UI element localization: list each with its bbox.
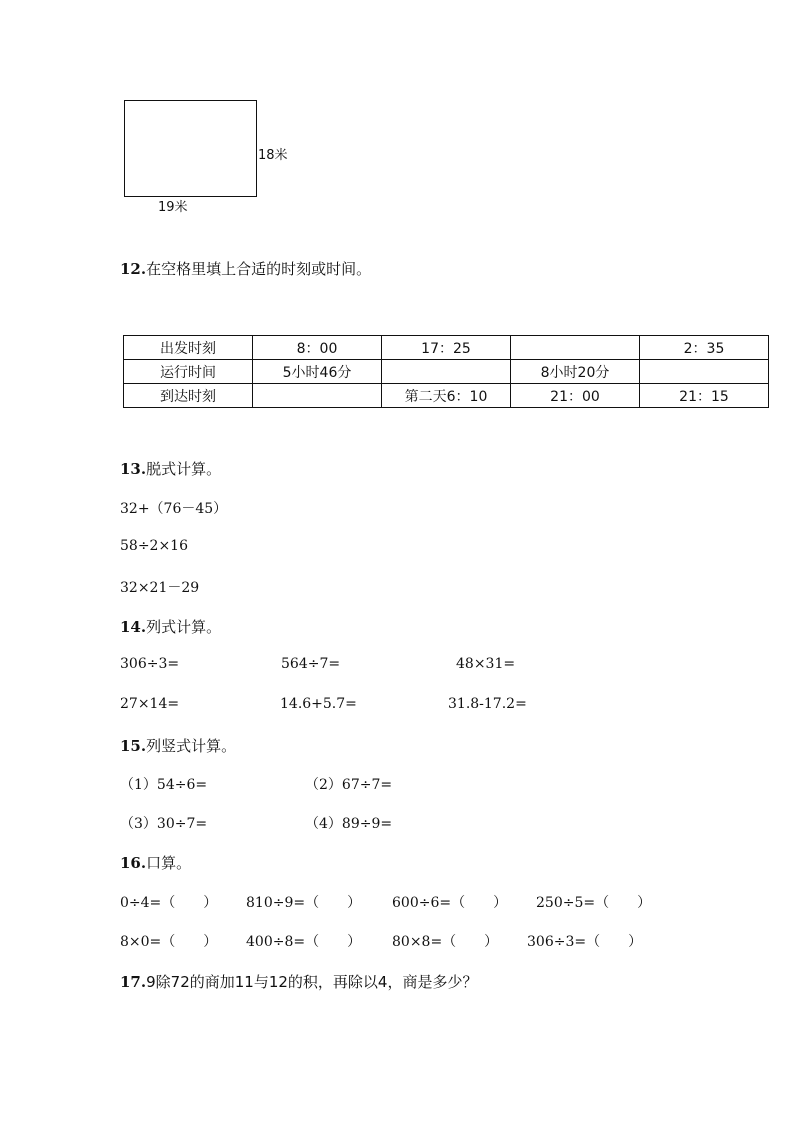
table-cell: 5小时46分 xyxy=(253,360,382,384)
time-table xyxy=(123,335,769,408)
expression-item: （2）67÷7= xyxy=(305,777,393,793)
expression-item: 306÷3= xyxy=(120,656,180,672)
question-16-title xyxy=(120,852,191,873)
question-number: 13. xyxy=(120,460,147,478)
table-cell-blank[interactable] xyxy=(382,360,511,384)
height-label: 18米 xyxy=(258,148,288,163)
expression-item: 31.8-17.2= xyxy=(448,696,527,712)
expression-item: 8×0=（ ） xyxy=(120,934,218,950)
expression-item: 564÷7= xyxy=(281,656,341,672)
question-text: 口算。 xyxy=(146,854,192,872)
question-number: 14. xyxy=(120,618,147,636)
table-cell: 运行时间 xyxy=(124,360,253,384)
expression-item: 32×21－29 xyxy=(120,580,200,596)
expression-item: 600÷6=（ ） xyxy=(392,895,508,911)
question-text: 列竖式计算。 xyxy=(146,737,237,755)
expression-item: 32+（76－45） xyxy=(120,501,228,517)
question-number: 16. xyxy=(120,854,147,872)
table-cell: 8：00 xyxy=(253,336,382,360)
expression-item: （1）54÷6= xyxy=(120,777,208,793)
expression-item: 250÷5=（ ） xyxy=(536,895,652,911)
question-14-title xyxy=(120,616,221,637)
question-17-title xyxy=(120,971,477,992)
question-number: 15. xyxy=(120,737,147,755)
table-cell: 17：25 xyxy=(382,336,511,360)
table-cell-blank[interactable] xyxy=(253,384,382,408)
table-cell: 到达时刻 xyxy=(124,384,253,408)
expression-item: 58÷2×16 xyxy=(120,538,188,554)
table-cell: 21：15 xyxy=(640,384,769,408)
question-text: 脱式计算。 xyxy=(146,460,222,478)
expression-item: 48×31= xyxy=(456,656,516,672)
width-label: 19米 xyxy=(158,200,188,215)
table-cell-blank[interactable] xyxy=(640,360,769,384)
expression-item: 27×14= xyxy=(120,696,180,712)
question-number: 12. xyxy=(120,260,147,278)
question-number: 17. xyxy=(120,973,147,991)
expression-item: 14.6+5.7= xyxy=(280,696,357,712)
question-12-title xyxy=(120,258,371,279)
table-row xyxy=(124,384,769,408)
rectangle-figure xyxy=(124,100,257,197)
expression-item: 400÷8=（ ） xyxy=(246,934,362,950)
question-text: 在空格里填上合适的时刻或时间。 xyxy=(146,260,372,278)
question-text: 列式计算。 xyxy=(146,618,222,636)
table-cell-blank[interactable] xyxy=(511,336,640,360)
table-cell: 2：35 xyxy=(640,336,769,360)
table-cell: 21：00 xyxy=(511,384,640,408)
question-text: 9除72的商加11与12的积，再除以4，商是多少？ xyxy=(146,973,478,991)
expression-item: 306÷3=（ ） xyxy=(527,934,643,950)
table-row xyxy=(124,360,769,384)
expression-item: 80×8=（ ） xyxy=(392,934,499,950)
expression-item: （3）30÷7= xyxy=(120,816,208,832)
expression-item: 810÷9=（ ） xyxy=(246,895,362,911)
expression-item: （4）89÷9= xyxy=(305,816,393,832)
table-cell: 第二天6：10 xyxy=(382,384,511,408)
question-13-title xyxy=(120,458,221,479)
table-cell: 8小时20分 xyxy=(511,360,640,384)
question-15-title xyxy=(120,735,236,756)
expression-item: 0÷4=（ ） xyxy=(120,895,218,911)
table-row xyxy=(124,336,769,360)
table-cell: 出发时刻 xyxy=(124,336,253,360)
